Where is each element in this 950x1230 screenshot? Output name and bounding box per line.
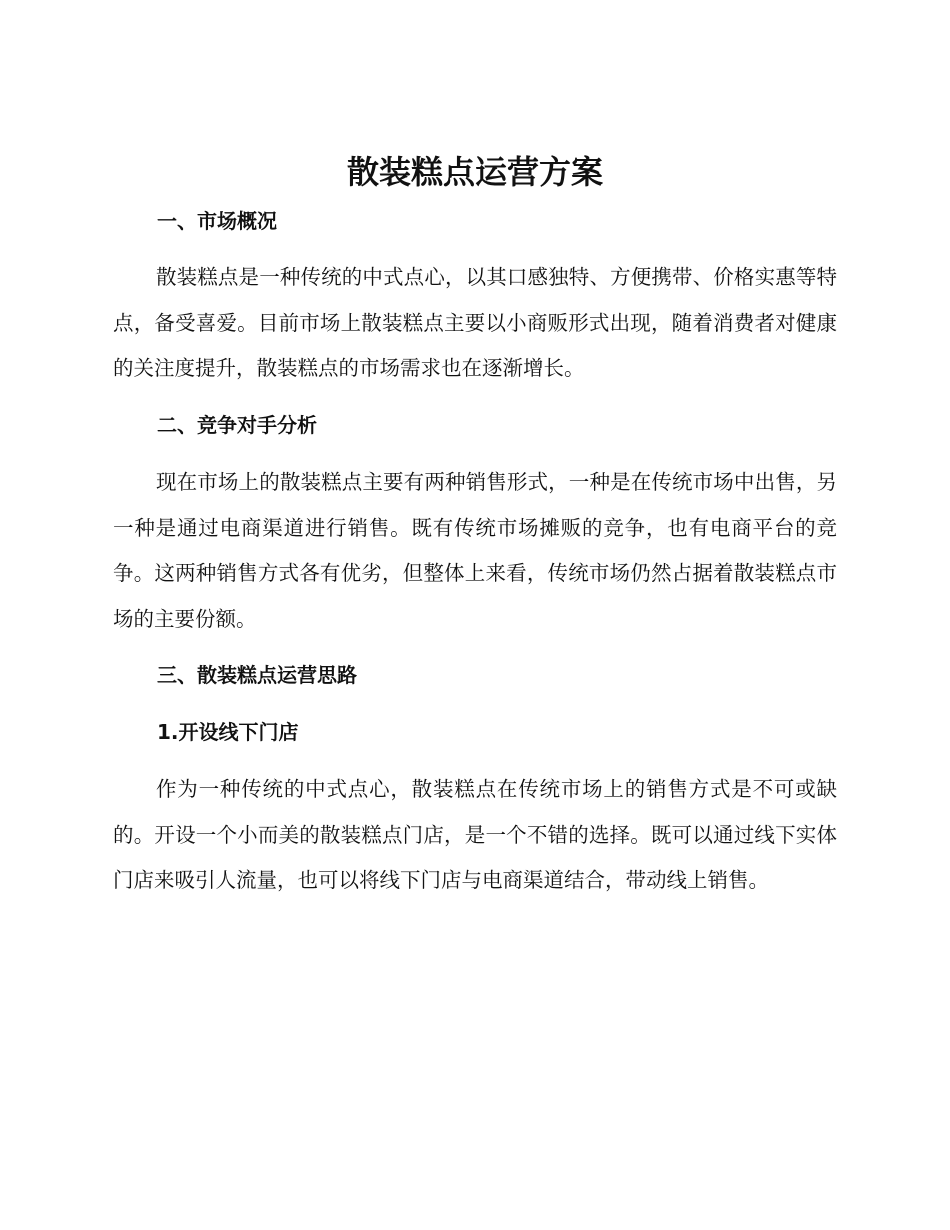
section-heading-competitor-analysis: 二、竞争对手分析 [157,413,317,437]
section-heading-operation-ideas: 三、散装糕点运营思路 [157,663,357,687]
document-title: 散装糕点运营方案 [346,153,603,191]
section-paragraph-market-overview: 散装糕点是一种传统的中式点心，以其口感独特、方便携带、价格实惠等特点，备受喜爱。目前市场上散装糕点主要以小商贩形式出现，随着消费者对健康的关注度提升，散装糕点的市场需求也在逐渐增长。 [113,265,837,380]
section-paragraph-competitor-analysis: 现在市场上的散装糕点主要有两种销售形式，一种是在传统市场中出售，另一种是通过电商渠道进行销售。既有传统市场摊贩的竞争，也有电商平台的竞争。这两种销售方式各有优劣，但整体上来看，传统市场仍然占据着散装糕点市场的主要份额。 [113,470,837,631]
subsection-paragraph-offline-store: 作为一种传统的中式点心，散装糕点在传统市场上的销售方式是不可或缺的。开设一个小而美的散装糕点门店，是一个不错的选择。既可以通过线下实体门店来吸引人流量，也可以将线下门店与电商渠道结合，带动线上销售。 [113,777,837,892]
subsection-heading-offline-store: 1.开设线下门店 [157,720,299,744]
section-heading-market-overview: 一、市场概况 [157,209,277,233]
